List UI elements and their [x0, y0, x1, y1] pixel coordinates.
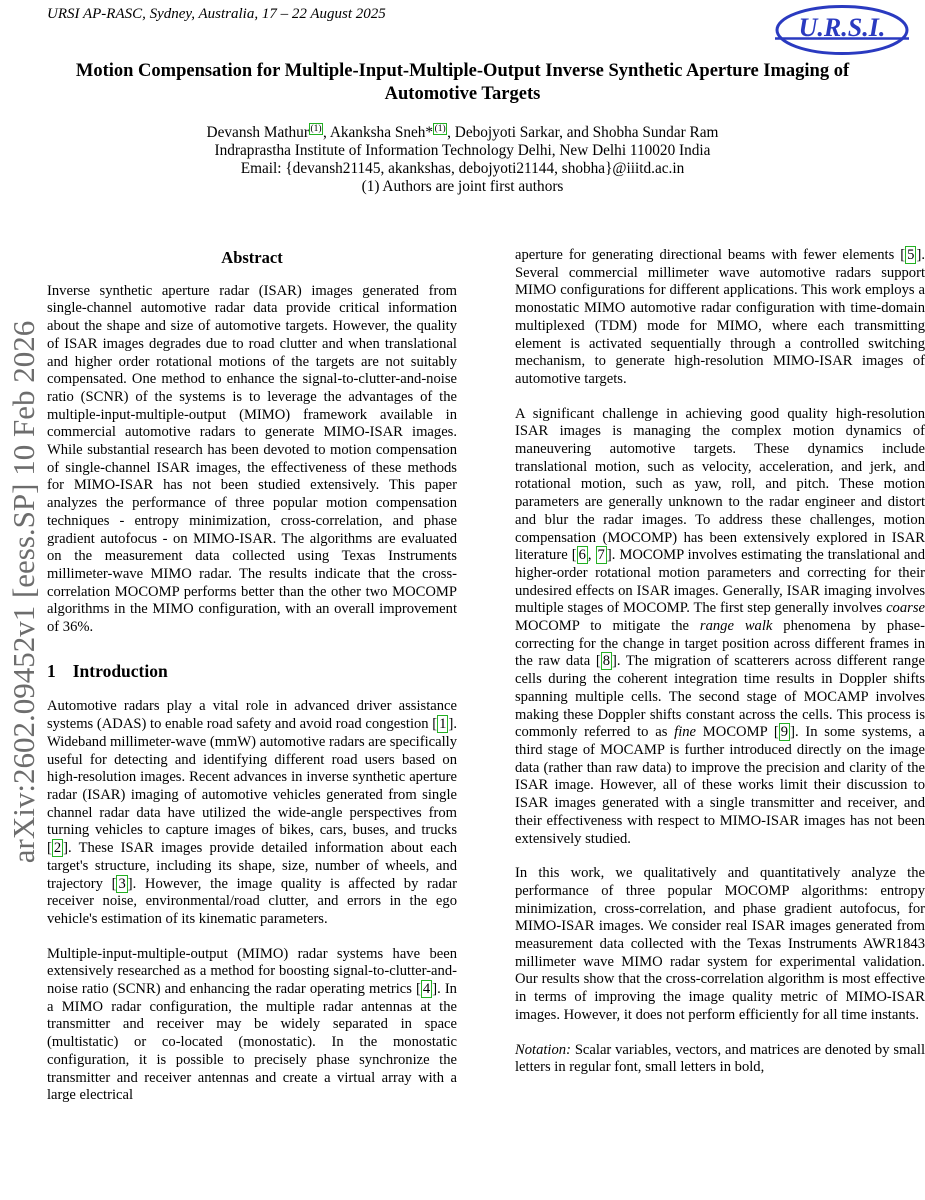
citation-link[interactable]: 3 — [118, 875, 126, 892]
abstract-heading: Abstract — [221, 248, 283, 267]
paper-title: Motion Compensation for Multiple-Input-Multiple-Output Inverse Synthetic Aperture Imaging of Automotive Targets — [75, 61, 850, 104]
italic-text: coarse — [886, 600, 925, 617]
left-column — [47, 247, 457, 1105]
author-footnote-marker[interactable] — [433, 123, 447, 135]
logo-text: U.R.S.I. — [798, 13, 886, 42]
abstract-body: Inverse synthetic aperture radar (ISAR) images generated from single-channel automotive radar data provide critical information about the shape and size of automotive targets. However, the quality of ISAR images degrades due to road clutter and when translational and higher order rotational motions of the targets are not suitably compensated. One method to enhance the signal-to-clutter-and-noise ratio (SCNR) of the systems is to leverage the advantages of the multiple-input-multiple-output (MIMO) framework available in commercial automotive radars to generate MIMO-ISAR images. While substantial research has been devoted to motion compensation of single-channel ISAR images, the effectiveness of these methods for MIMO-ISAR has not been studied extensively. This paper analyzes the performance of three popular motion compensation techniques - entropy minimization, cross-correlation, and phase gradient autofocus - on MIMO-ISAR. The algorithms are evaluated on the measurement data collected using Texas Instruments millimeter-wave MIMO radar. The results indicate that the cross-correlation MOCOMP performs better than the other two MOCOMP algorithms in the MIMO configuration, with an overall improvement of 36%. — [47, 282, 457, 636]
section-heading-introduction — [47, 660, 457, 681]
arxiv-watermark: arXiv:2602.09452v1 [eess.SP] 10 Feb 2026 — [6, 320, 41, 864]
body-paragraph-1: aperture for generating directional beams with fewer elements [ 5 ]. Several commercial millimeter wave automotive radars support MIMO configurations for different applications. This work employs a monostatic MIMO automotive radar configuration with time-domain multiplexed (TDM) mode for MIMO, where each transmitting element is activated sequentially through a controlled switching mechanism, to generate high-resolution MIMO-ISAR images of automotive targets. — [515, 247, 925, 387]
right-column — [515, 247, 925, 1077]
author-footnote-link[interactable]: (1) — [310, 123, 322, 134]
affiliation: Indraprastha Institute of Information Technology Delhi, New Delhi 110020 India — [214, 142, 711, 159]
citation-link[interactable]: 7 — [597, 547, 605, 564]
ursi-logo — [773, 2, 911, 58]
citation-link[interactable]: 6 — [578, 547, 586, 564]
author-footnote-marker[interactable] — [309, 123, 323, 135]
citation-link[interactable]: 5 — [907, 247, 915, 263]
intro-paragraph-1: Automotive radars play a vital role in advanced driver assistance systems (ADAS) to enable road safety and avoid road congestion [ 1 ]. Wideband millimeter-wave (mmW) automotive radars are specifically useful for detecting and identifying different road users based on high-resolution images. Recent advances in inverse synthetic aperture radar (ISAR) imaging of automotive vehicles generated from single channel radar data have utilized the wide-angle perspectives from turning vehicles to capture images of bikes, cars, buses, and trucks [ 2 ]. These ISAR images provide detailed information about each target's structure, including its shape, size, number of wheels, and trajectory [ 3 ]. However, the image quality is affected by radar receiver noise, environmental/road clutter, and errors in the ego vehicle's estimation of its kinematic parameters. — [47, 698, 458, 927]
italic-text: Notation: — [515, 1041, 571, 1058]
email-line: Email: {devansh21145, akankshas, debojyoti21144, shobha}@iiitd.ac.in — [240, 160, 685, 177]
intro-paragraph-2: Multiple-input-multiple-output (MIMO) radar systems have been extensively researched as a method for boosting signal-to-clutter-and-noise ratio (SCNR) and enhancing the radar operating metrics [ 4 ]. In a MIMO radar configuration, the multiple radar antennas at the transmitter and receiver may be widely separated in space (multistatic) or co-located (monostatic). In the monostatic configuration, it is possible to precisely phase synchronize the transmitter and receiver antennas and create a virtual array with a large electrical — [47, 945, 457, 1104]
citation-link[interactable]: 4 — [422, 981, 431, 998]
section-title: Introduction — [72, 660, 168, 681]
body-paragraph-4: Notation: Scalar variables, vectors, and matrices are denoted by small letters in regular font, small letters in bold, — [515, 1041, 925, 1076]
citation-link[interactable]: 8 — [602, 653, 610, 670]
section-number: 1 — [47, 660, 56, 681]
citation-link[interactable]: 2 — [53, 840, 62, 857]
author-footnote-link[interactable]: (1) — [434, 123, 446, 134]
body-paragraph-3: In this work, we qualitatively and quantitatively analyze the performance of three popular MOCOMP algorithms: entropy minimization, cross-correlation, and phase gradient autofocus, for MIMO-ISAR images. We consider real ISAR images generated from measurement data collected with the Texas Instruments AWR1843 millimeter wave MIMO radar system for experimental validation. Our results show that the cross-correlation algorithm is most effective in terms of improving the image quality metric of MIMO-ISAR images. However, it does not perform efficiently for all time instants. — [515, 865, 925, 1023]
citation-link[interactable]: 1 — [439, 716, 447, 733]
conference-header: URSI AP-RASC, Sydney, Australia, 17 – 22 August 2025 — [47, 6, 386, 22]
author-block — [0, 124, 925, 196]
body-paragraph-2: A significant challenge in achieving good quality high-resolution ISAR images is managing the complex motion dynamics of maneuvering automotive targets. These dynamics include translational motion, such as velocity, acceleration, and jerk, and rotational motion, such as yaw, roll, and pitch. These motion parameters are generally unknown to the radar engineer and distort and blur the radar images. To address these challenges, motion compensation (MOCOMP) has been extensively explored in ISAR literature [ 6 , 7 ]. MOCOMP involves estimating the translational and higher-order rotational motion parameters and correcting for their undesired effects on ISAR images. Generally, ISAR imaging involves multiple stages of MOCOMP. The first step generally involves coarse MOCOMP to mitigate the range walk phenomena by phase-correcting for the change in target position across different frames in the raw data [ 8 ]. The migration of scatterers across different range cells during the coherent integration time results in Doppler shifts spanning multiple cells. The second stage of MOCAMP involves making these Doppler shifts constant across the cells. This process is commonly referred to as fine MOCOMP [ 9 ]. In some systems, a third stage of MOCAMP is further introduced directly on the image data (rather than raw data) to improve the precision and clarity of the ISAR image. However, all of these works limit their discussion to ISAR images generated with a single transmitter and receiver, and their effectiveness with respect to MIMO-ISAR images has not been extensively studied. — [515, 405, 925, 847]
italic-text: range walk — [699, 618, 773, 635]
joint-authors-note: (1) Authors are joint first authors — [361, 178, 564, 195]
authors-line: Devansh Mathur $^{(1)}$, Akanksha Sneh* $^{(1)}$, Debojyoti Sarkar, and Shobha Sundar Ram — [206, 123, 719, 141]
ursi-logo-graphic — [773, 2, 911, 58]
citation-link[interactable]: 9 — [780, 724, 789, 741]
italic-text: fine — [674, 724, 697, 741]
